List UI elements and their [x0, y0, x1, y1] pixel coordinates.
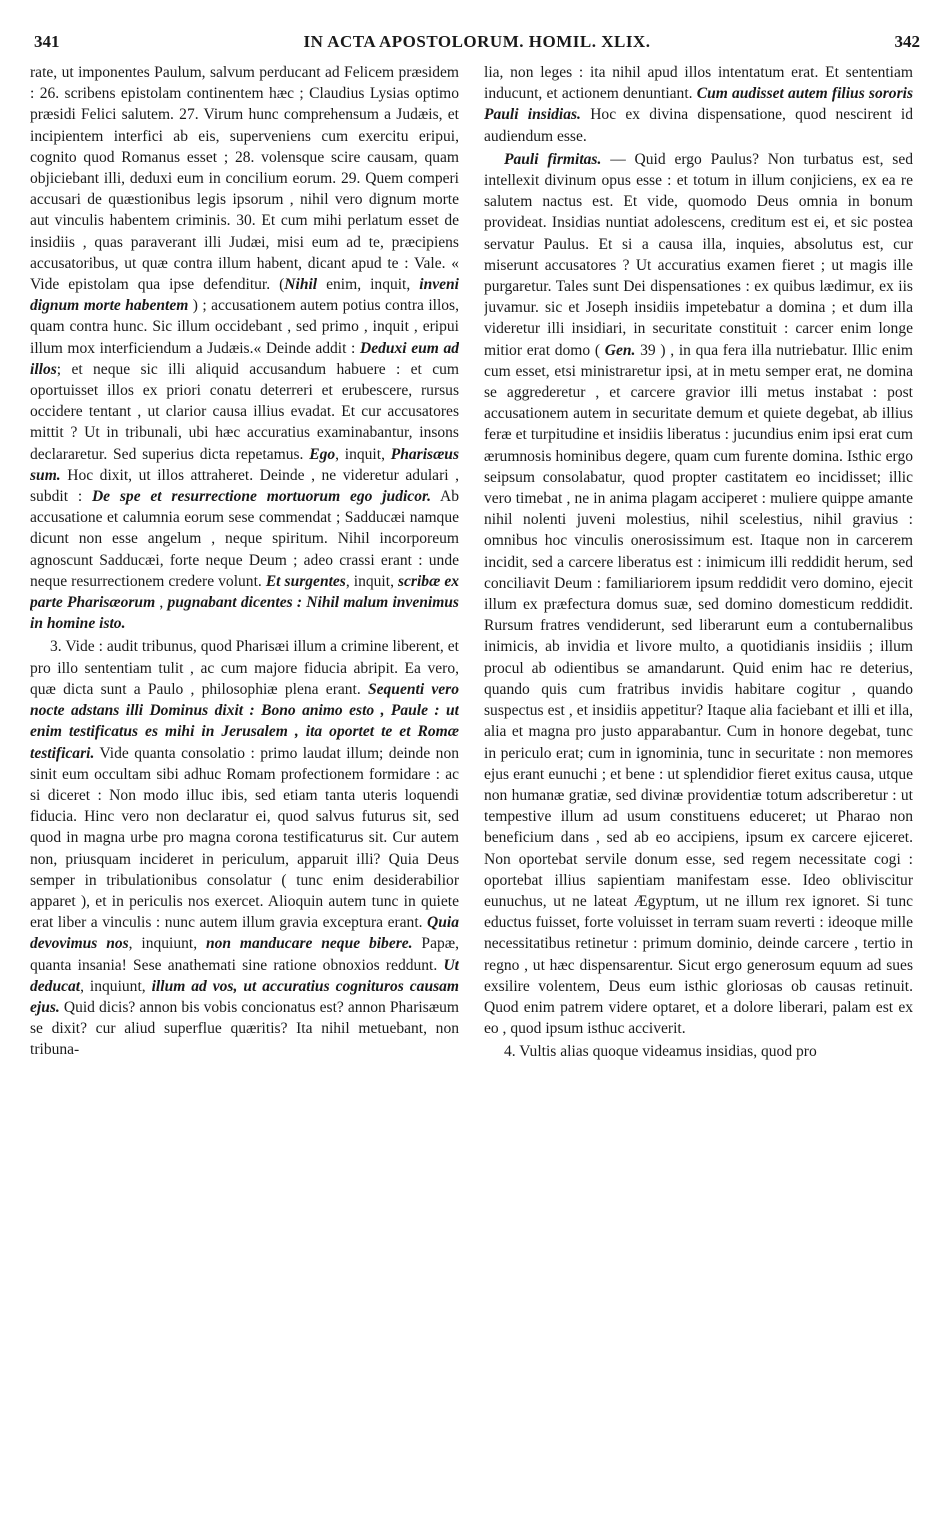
italic-run: Ego — [309, 445, 336, 463]
italic-run: scribæ ex parte Pharisæorum — [30, 572, 459, 612]
text-run: , — [155, 594, 168, 612]
text-run: Hoc ex divina dispensatione, quod nescirent id audiendum esse. — [484, 106, 913, 145]
left-text-column — [30, 62, 459, 1532]
text-run: ; et neque sic illi aliquid accusandum habuere : et cum oportuisset illos ex priori conatu deterreri et erubescere, rursus occidere tentant , ut clarior causa illius evadat. Et cur accusatores mittit ? Ut in tribunali, ubi hæc accuratius examinabantur, insons declararetur. Sed superius dicta repetamus. — [30, 360, 459, 463]
text-run: , inquiunt, — [128, 935, 206, 953]
text-run: enim, inquit, — [317, 276, 420, 294]
text-run: Quid dicis? annon bis vobis concionatus est? annon Pharisæum se dixit? cur aliud superflue quæritis? Ita nihil metuebant, non tribuna- — [30, 998, 459, 1059]
right-text-column — [484, 62, 913, 1532]
page-number-right: 342 — [894, 32, 920, 51]
italic-run: illum ad vos, ut accuratius cognituros causam ejus. — [30, 977, 459, 1016]
paragraph — [484, 149, 913, 1040]
text-run: Vide quanta consolatio : primo laudat illum; deinde non sinit eum occultam sibi adhuc Romam profectionem formidare : ac si diceret : Non modo illuc ibis, sed etiam tanta uteris loquendi fiducia. Hinc vero non declaratur ei, quod salvus futurus sit, sed quod in magna urbe pro magna corona testificaturus sit. Cur autem non, priusquam incideret in periculum, apparuit illi? Quia Deus semper in tribulationibus consolatur ( tunc enim desiderabilior apparet ), et in periculis nos exercet. Alioquin autem tunc in quiete erat liber a vinculis : nunc autem illum gravia exceptura erant. — [30, 744, 459, 932]
text-run: , inquiunt, — [80, 977, 152, 995]
italic-run: Nihil — [284, 276, 318, 294]
text-run: ) ; accusationem autem potius contra illos, quam contra hunc. Sic illum occidebant , sed primo , inquit , eripui illum mox interficiendum a Judæis.« Deinde addit : — [30, 297, 459, 357]
paragraph — [484, 62, 913, 147]
italic-run: Quia devovimus nos — [30, 914, 459, 953]
paragraph — [30, 62, 459, 634]
italic-run: non manducare neque bibere. — [205, 935, 413, 953]
text-run: rate, ut imponentes Paulum, salvum perducant ad Felicem præsidem : 26. scribens epistolam continentem hæc ; Claudius Lysias optimo præsidi Felici salutem. 27. Virum hunc comprehensum a Judæis, et incipientem interfici ab eis, superveniens cum exercitu eripui, cognito quod Romanus esset ; 28. volensque scire causam, quam objiciebant illi, deduxi eum in concilium eorum. 29. Quem comperi accusari de quæstionibus legis ipsorum , nihil vero dignum morte aut vinculis habentem criminis. 30. Et cum mihi perlatum esset de insidiis , quas paraverant illi Judæi, misi eum ad te, præcipiens accusatoribus, ut quæ contra illum habent, dicant apud te : Vale. « Vide epistolam qua ipse defenditur. ( — [30, 64, 459, 294]
page-header — [34, 32, 920, 62]
italic-run: Cum audisset autem filius sororis Pauli insidias. — [484, 85, 913, 124]
italic-run: inveni dignum morte habentem — [30, 276, 459, 315]
text-run: 4. Vultis alias quoque videamus insidias, quod pro — [504, 1043, 817, 1061]
page-number-left: 341 — [34, 32, 60, 51]
italic-run: Pharisæus sum. — [30, 445, 459, 484]
italic-run: Pauli firmitas. — [504, 150, 602, 168]
text-run: , inquit, — [335, 445, 391, 463]
text-run: Ab accusatione et calumnia eorum sese commendat ; Sadducæi namque dicunt non esse angelum , neque spiritum. Nihil incorporeum agnoscunt Sadducæi, forte neque Deum ; adeo crassi erant : unde neque resurrectionem credere volunt. — [30, 488, 459, 590]
italic-run: Deduxi eum ad illos — [30, 339, 459, 378]
running-title: IN ACTA APOSTOLORUM. HOMIL. XLIX. — [303, 32, 651, 51]
text-run: 39 ) , in qua fera illa nutriebatur. Illic enim cum esset, etsi ministraretur ipsi, at in metu semper erat, ne domina se aggrederetur , et carcere gravior illi metus instabat : post accusationem autem in securitate demum et quiete degebat, ab illius feræ et turpitudine et insidiis liberatus : jucundius enim ipsi erat cum ærumnosis hominibus degere, quam cum furente domina. Isthic ergo seipsum consolabatur, quod propter castitatem eo incidisset; illic vero timebat , ne in anima plagam acciperet : muliere quippe amante nihil nolenti juveni molestius, nihil scelestius, nihil gravius : omnibus hoc vinculis onerosissimum est. Itaque non in carcerem incidit, sed a carcere liberatus est : inimicum illi reddidit herum, sed conciliavit Deum : familiariorem ipsum reddidit vero domino, ejecit illum ex præfectura domus suæ, sed domino domesticum reddidit. Rursum fratres vendiderunt, sed liberarunt eum a contubernalibus inimicis, ab invidia et livore multo, a quotidianis insidiis ; illum procul ab odientibus se amandarunt. Quid enim hac re deterius, quando quis cum fratribus invidis habitare cogitur , quando suspectus est , et insidiis appetitur? Itaque alia faciebant et illi et illa, alia et magna pro justo apparabantur. Cum in honore degebat, tunc in periculo erat; cum in ignominia, tunc in securitate : non memores ejus erant eunuchi ; et bene : ut splendidior fieret exitus causa, utque non humanæ gratiæ, sed divinæ providentiæ totum adscriberetur : ut tempestive illum ad usum constituens educeret; ut Pharao non beneficium dans , sed ab eo accipiens, ipsum ex carcere ejiceret. Non oportebat servile donum esse, sed regem necessitate cogi : oportebat illius sapientiam manifestam esse. Ideo obliviscitur eunuchus, ut ne lateat Ægyptum, ut ne illum rex ignoret. Si tunc eductus fuisset, forte voluisset in terram suam reverti : ideoque mille necessitatibus retinetur : primum dominio, deinde carcere , tertio in regno , ut hæc dispensarentur. Sicut ergo generosum equum ad sues exsilire volentem, Deus eum isthic gloriosas ob causas retinuit. Quod enim patrem videre optaret, et a dolore liberari, palam est ex eo , quod ipsum isthuc acciverit. — [484, 341, 913, 1038]
text-run: — Quid ergo Paulus? Non turbatus est, sed intellexit divinum opus esse : et totum in illum conjiciens, ex ea re salutem nactus est. Et vide, quomodo Deus omnia in bonum provideat. Insidias nuntiat adolescens, creditum est ei, et sic postea servatur Paulus. Et si a causa illa, inquies, absolutus est, cur miserunt accusatores ? Ut accuratius examen fieret ; ut magis ille purgaretur. Tales sunt Dei dispensationes : ex quibus lædimur, ex iis juvamur. sic et Joseph insidiis impetebatur a domina ; et dum illa videretur illi insidiari, in securitate constituit : carcer enim longe mitior erat domo ( — [484, 150, 913, 359]
text-run: , inquit, — [345, 572, 398, 590]
italic-run: Et surgentes — [265, 572, 346, 590]
italic-run: Gen. — [604, 341, 636, 359]
text-run: Hoc dixit, ut illos attraheret. Deinde , ne videretur adulari , subdit : — [30, 466, 459, 506]
italic-run: Ut deducat — [30, 956, 459, 995]
paragraph — [484, 1041, 913, 1062]
italic-run: pugnabant dicentes : Nihil malum invenimus in homine isto. — [30, 594, 459, 633]
italic-run: De spe et resurrectione mortuorum ego judicor. — [91, 488, 432, 506]
italic-run: Sequenti vero nocte adstans illi Dominus dixit : Bono animo esto , Paule : ut enim testificatus es mihi in Jerusalem , ita oportet te et Romæ testificari. — [30, 680, 459, 762]
text-run: lia, non leges : ita nihil apud illos intentatum erat. Et sententiam inducunt, et actionem denuntiant. — [484, 64, 913, 103]
paragraph — [30, 636, 459, 1060]
text-run: 3. Vide : audit tribunus, quod Pharisæi illum a crimine liberent, et pro illo sententiam tulit , ac cum majore fiducia abripit. Ea vero, quæ dicta sunt a Paulo , philosophiæ plena erant. — [30, 638, 459, 698]
text-run: Papæ, quanta insania! Sese anathemati sine ratione obnoxios reddunt. — [30, 935, 459, 974]
